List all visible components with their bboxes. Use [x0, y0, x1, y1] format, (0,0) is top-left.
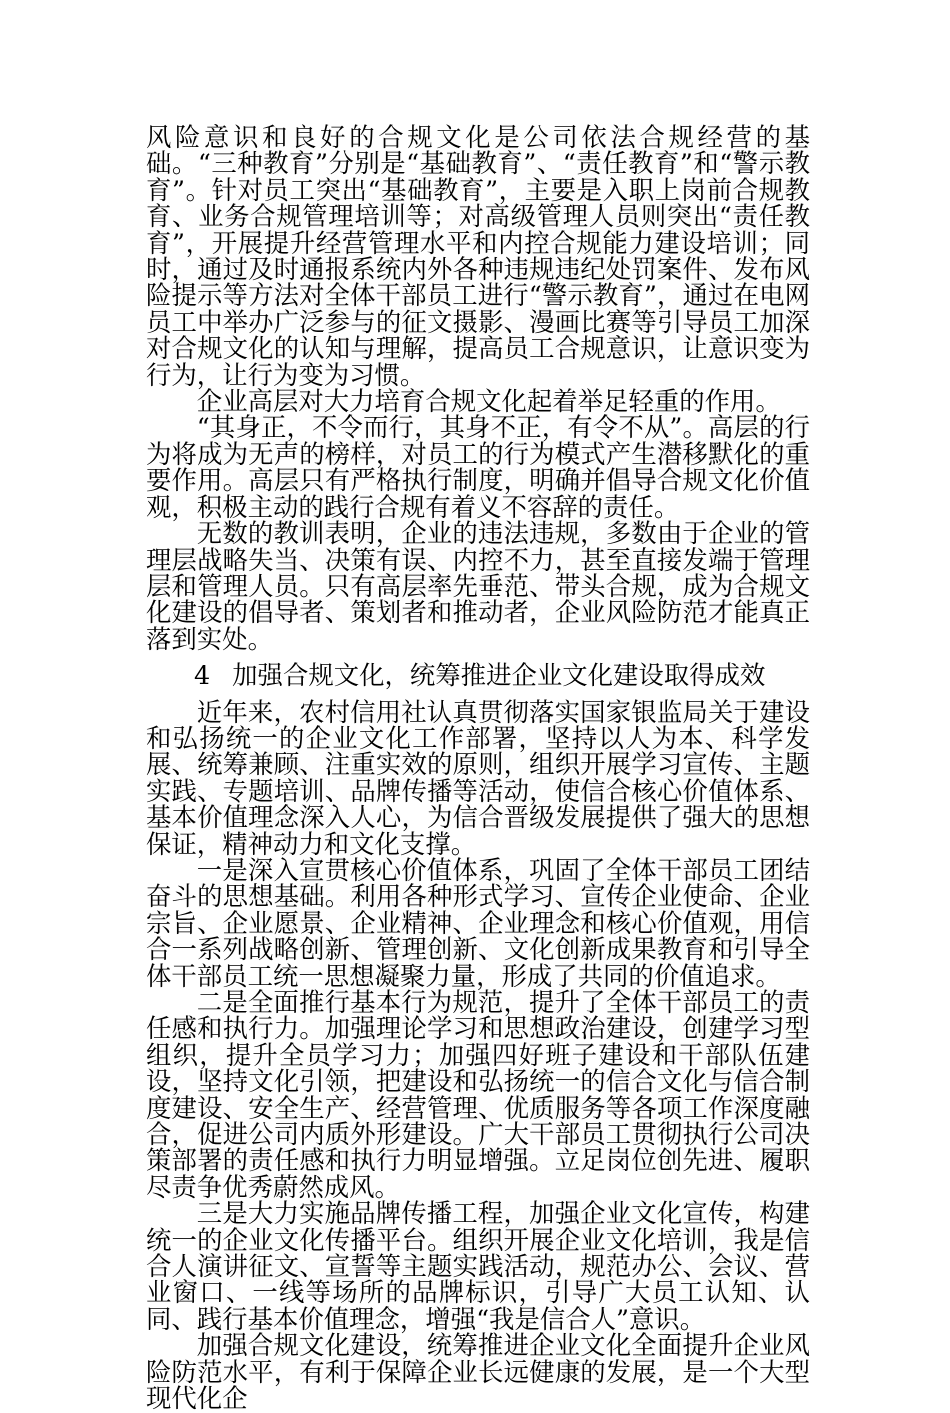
section-heading: [146, 660, 810, 691]
paragraph-conclusion: 加强合规文化建设，统筹推进企业文化全面提升企业风险防范水平，有利于保障企业长远健康的发展，是一个大型现代化企: [146, 1330, 810, 1413]
section-title: 加强合规文化，统筹推进企业文化建设取得成效: [232, 660, 766, 691]
document-page: [146, 124, 810, 1412]
paragraph-leadership-example: “其身正，不令而行，其身不正，有令不从”。高层的行为将成为无声的榜样，对员工的行为模式产生潜移默化的重要作用。高层只有严格执行制度，明确并倡导合规文化价值观，积极主动的践行合规有着义不容辞的责任。: [146, 412, 810, 522]
paragraph-lessons-learned: 无数的教训表明，企业的违法违规，多数由于企业的管理层战略失当、决策有误、内控不力，甚至直接发端于管理层和管理人员。只有高层率先垂范、带头合规，成为合规文化建设的倡导者、策划者和推动者，企业风险防范才能真正落到实处。: [146, 518, 810, 654]
paragraph-third-point: 三是大力实施品牌传播工程，加强企业文化宣传，构建统一的企业文化传播平台。组织开展企业文化培训，我是信合人演讲征文、宣誓等主题实践活动，规范办公、会议、营业窗口、一线等场所的品牌标识，引导广大员工认知、认同、践行基本价值理念，增强“我是信合人”意识。: [146, 1198, 810, 1334]
paragraph-recent-years: 近年来，农村信用社认真贯彻落实国家银监局关于建设和弘扬统一的企业文化工作部署，坚持以人为本、科学发展、统筹兼顾、注重实效的原则，组织开展学习宣传、主题实践、专题培训、品牌传播等活动，使信合核心价值体系、基本价值理念深入人心，为信合晋级发展提供了强大的思想保证，精神动力和文化支撑。: [146, 696, 810, 859]
paragraph-first-point: 一是深入宣贯核心价值体系，巩固了全体干部员工团结奋斗的思想基础。利用各种形式学习、宣传企业使命、企业宗旨、企业愿景、企业精神、企业理念和核心价值观，用信合一系列战略创新、管理创新、文化创新成果教育和引导全体干部员工统一思想凝聚力量，形成了共同的价值追求。: [146, 854, 810, 991]
section-number: 4: [194, 660, 211, 691]
paragraph-second-point: 二是全面推行基本行为规范，提升了全体干部员工的责任感和执行力。加强理论学习和思想政治建设，创建学习型组织，提升全员学习力；加强四好班子建设和干部队伍建设，坚持文化引领，把建设和弘扬统一的信合文化与信合制度建设、安全生产、经营管理、优质服务等各项工作深度融合，促进公司内质外形建设。广大干部员工贯彻执行公司决策部署的责任感和执行力明显增强。立足岗位创先进、履职尽责争优秀蔚然成风。: [146, 987, 810, 1202]
paragraph-risk-awareness: 风险意识和良好的合规文化是公司依法合规经营的基础。“三种教育”分别是“基础教育”、“责任教育”和“警示教育”。针对员工突出“基础教育”，主要是入职上岗前合规教育、业务合规管理培训等；对高级管理人员则突出“责任教育”，开展提升经营管理水平和内控合规能力建设培训；同时，通过及时通报系统内外各种违规违纪处罚案件、发布风险提示等方法对全体干部员工进行“警示教育”，通过在电网员工中举办广泛参与的征文摄影、漫画比赛等引导员工加深对合规文化的认知与理解，提高员工合规意识，让意识变为行为，让行为变为习惯。: [146, 122, 810, 390]
paragraph-senior-management-role: 企业高层对大力培育合规文化起着举足轻重的作用。: [196, 386, 781, 417]
